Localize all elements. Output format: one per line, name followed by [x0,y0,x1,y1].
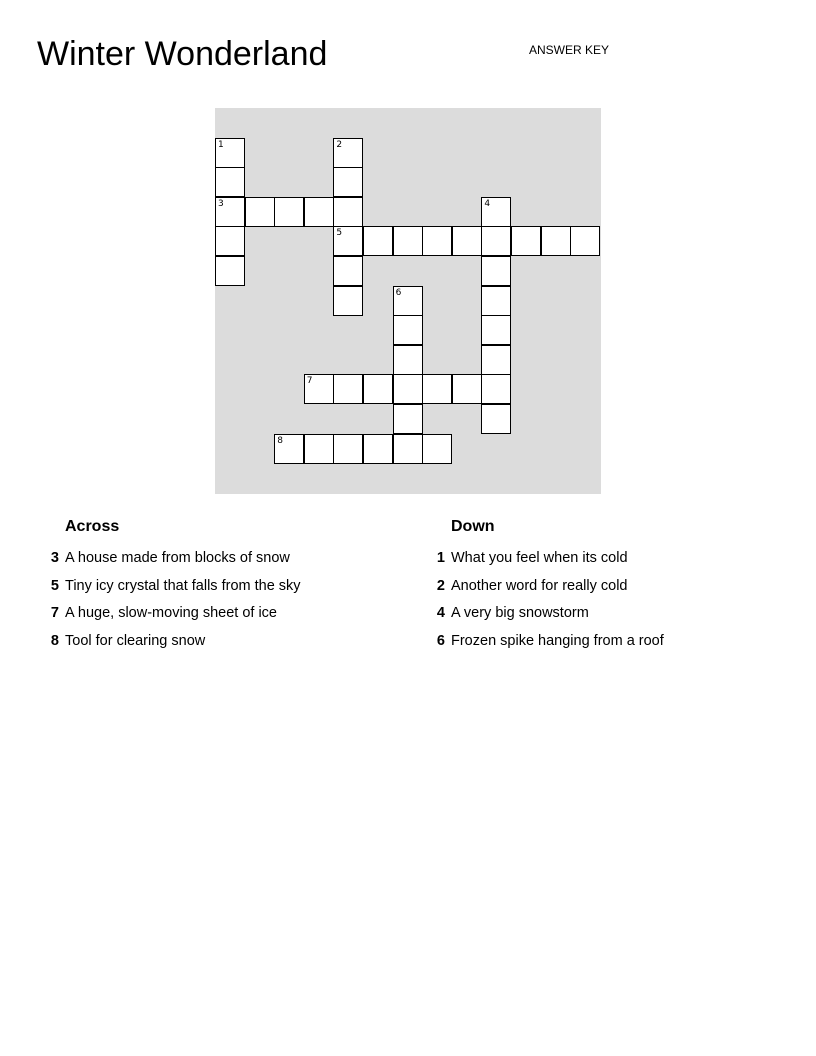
crossword-cell[interactable] [422,374,452,404]
crossword-cell[interactable] [333,197,363,227]
clue-item [423,549,783,577]
clue-text: What you feel when its cold [451,550,628,566]
crossword-cell[interactable] [393,434,423,464]
across-heading: Across [65,518,120,535]
crossword-cell[interactable] [393,226,423,256]
clue-item [423,632,783,660]
crossword-cell[interactable] [541,226,571,256]
cell-number: 3 [218,198,224,209]
clue-text: A very big snowstorm [451,605,589,622]
crossword-cell[interactable] [215,226,245,256]
cell-number: 7 [306,376,313,387]
cell-number: 4 [484,198,491,209]
cell-number: 6 [395,287,402,298]
crossword-cell[interactable] [481,226,511,256]
crossword-cell[interactable] [481,404,511,434]
crossword-cell[interactable] [215,138,245,168]
crossword-cell[interactable] [481,197,511,227]
crossword-cell[interactable] [274,434,304,464]
cell-number: 5 [336,228,343,239]
crossword-cell[interactable] [481,345,511,375]
crossword-cell[interactable] [333,286,363,316]
clue-text: Tool for clearing snow [65,632,206,649]
clue-text: Frozen spike hanging from a roof [451,632,664,649]
crossword-cell[interactable] [511,226,541,256]
crossword-cell[interactable] [215,167,245,197]
crossword-cell[interactable] [570,226,600,256]
crossword-cell[interactable] [393,374,423,404]
crossword-cell[interactable] [333,256,363,286]
crossword-cell[interactable] [215,197,245,227]
crossword-cell[interactable] [304,434,334,464]
clue-item [423,577,783,605]
crossword-cell[interactable] [333,374,363,404]
crossword-cell[interactable] [481,256,511,286]
cell-number: 8 [277,435,283,446]
crossword-cell[interactable] [422,434,452,464]
across-clue-list [37,549,397,659]
clue-number: 8 [50,632,59,649]
clue-item [37,604,397,632]
crossword-cell[interactable] [452,226,482,256]
crossword-cell[interactable] [304,197,334,227]
cell-number: 2 [336,139,343,150]
crossword-cell[interactable] [393,404,423,434]
crossword-cell[interactable] [393,286,423,316]
crossword-cell[interactable] [215,256,245,286]
crossword-cell[interactable] [304,374,334,404]
clue-item [37,549,397,577]
crossword-cell[interactable] [422,226,452,256]
clue-text: A house made from blocks of snow [65,550,290,566]
crossword-cell[interactable] [333,138,363,168]
clue-item [37,577,397,605]
crossword-cell[interactable] [481,315,511,345]
cell-number: 1 [218,139,224,150]
clue-number: 4 [436,605,445,622]
clue-item [423,604,783,632]
crossword-cell[interactable] [274,197,304,227]
clue-text: Tiny icy crystal that falls from the sky [65,577,301,594]
crossword-cell[interactable] [393,315,423,345]
crossword-cell[interactable] [245,197,275,227]
crossword-cell[interactable] [363,374,393,404]
clue-number: 1 [436,550,445,566]
puzzle-title: Winter Wonderland [37,35,328,73]
crossword-grid [215,108,601,494]
crossword-cell[interactable] [333,226,363,256]
crossword-cell[interactable] [481,286,511,316]
clue-text: A huge, slow-moving sheet of ice [65,605,277,622]
clue-number: 2 [436,577,445,594]
crossword-cell[interactable] [363,226,393,256]
clue-number: 5 [50,577,59,594]
answer-key-label: ANSWER KEY [529,43,610,57]
crossword-cell[interactable] [363,434,393,464]
clue-text: Another word for really cold [451,577,628,594]
crossword-cell[interactable] [481,374,511,404]
clue-number: 7 [50,605,59,622]
crossword-cell[interactable] [333,434,363,464]
clue-number: 6 [436,632,445,649]
crossword-cell[interactable] [333,167,363,197]
crossword-cell[interactable] [393,345,423,375]
down-heading: Down [451,518,495,535]
clue-item [37,632,397,660]
down-clue-list [423,549,783,659]
clue-number: 3 [50,550,59,566]
crossword-cell[interactable] [452,374,482,404]
